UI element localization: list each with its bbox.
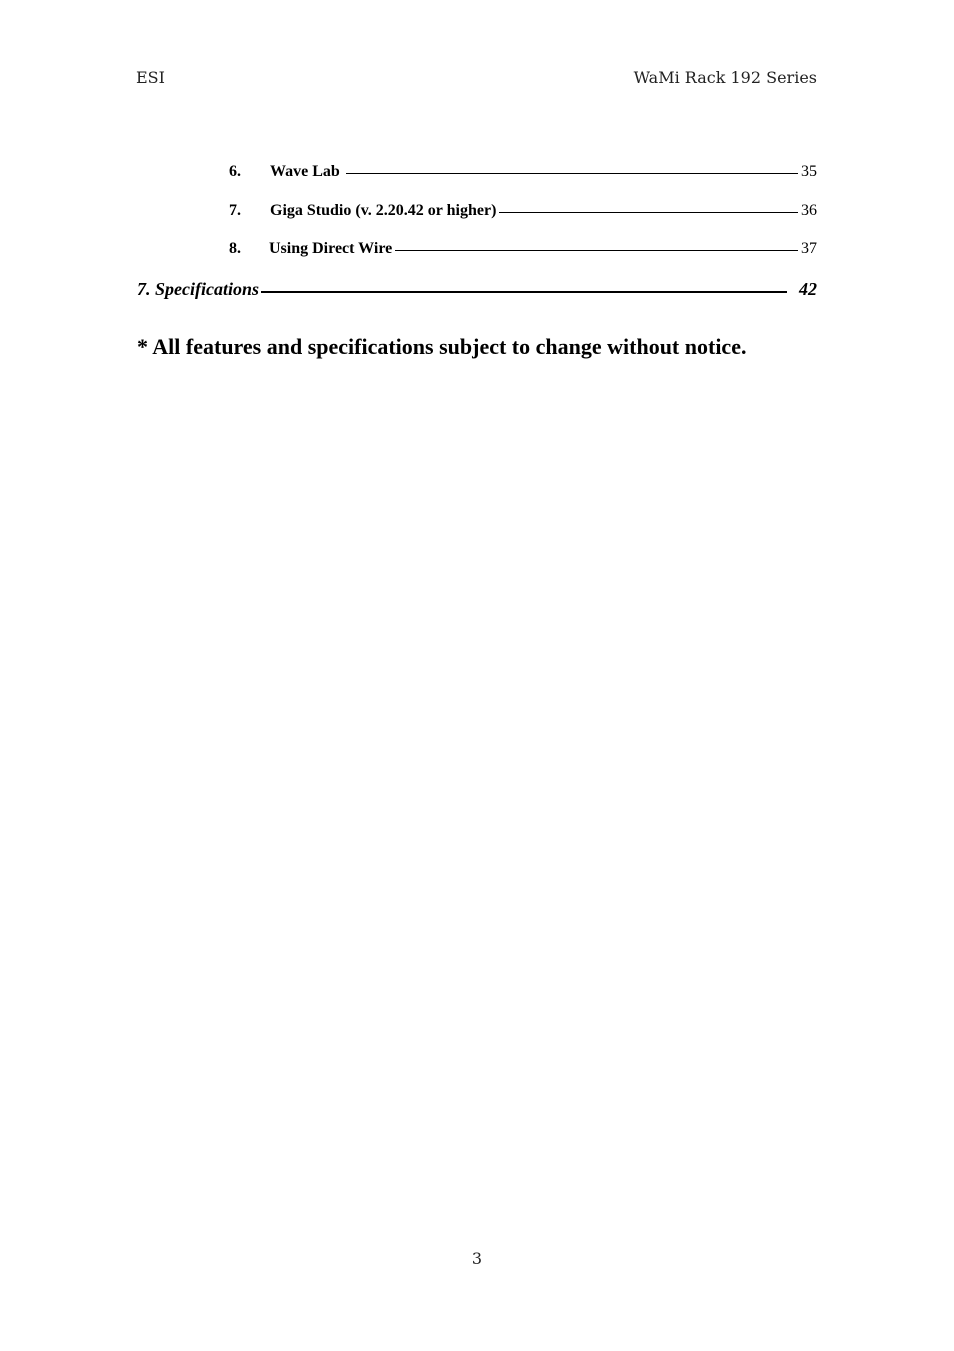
toc-entry-giga-studio[interactable] bbox=[229, 202, 817, 220]
toc-leader-line bbox=[261, 291, 787, 293]
toc-entry-page: 36 bbox=[801, 202, 817, 219]
toc-leader-line bbox=[395, 250, 798, 251]
toc-entry-page: 37 bbox=[801, 240, 817, 257]
header-right-text: WaMi Rack 192 Series bbox=[633, 68, 817, 87]
toc-entry-specifications[interactable] bbox=[137, 279, 817, 300]
toc-entry-wave-lab[interactable] bbox=[229, 163, 817, 181]
header-left-text: ESI bbox=[136, 68, 165, 87]
toc-entry-title: 7. Specifications bbox=[137, 279, 259, 299]
toc-entry-using-direct-wire[interactable] bbox=[229, 240, 817, 258]
toc-leader-line bbox=[346, 173, 798, 174]
notice-text: * All features and specifications subject to change without notice. bbox=[137, 334, 747, 359]
page-number: 3 bbox=[471, 1249, 483, 1268]
toc-entry-title: Wave Lab bbox=[270, 163, 340, 180]
toc-leader-line bbox=[499, 212, 798, 213]
toc-entry-title: Using Direct Wire bbox=[269, 240, 393, 257]
toc-entry-number: 7. bbox=[229, 202, 241, 219]
toc-entry-number: 6. bbox=[229, 163, 241, 180]
toc-entry-page: 42 bbox=[799, 279, 817, 299]
toc-entry-page: 35 bbox=[801, 163, 817, 180]
toc-entry-title: Giga Studio (v. 2.20.42 or higher) bbox=[270, 202, 497, 219]
toc-entry-number: 8. bbox=[229, 240, 241, 257]
